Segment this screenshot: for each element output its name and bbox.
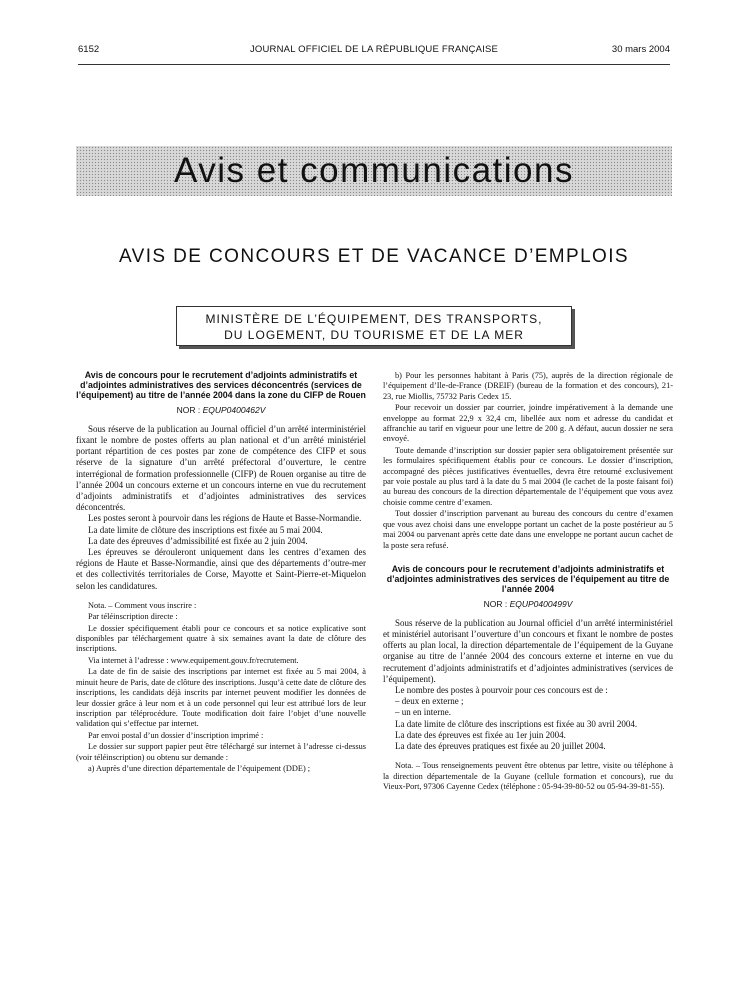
note: Le dossier spécifiquement établi pour ce concours et sa notice explicative sont disponibles par téléchargement quatre à six semaines avant la date de clôture des inscriptions. [76, 623, 366, 654]
paragraph: Les postes seront à pourvoir dans les régions de Haute et Basse-Normandie. [88, 513, 362, 524]
note: Toute demande d’inscription sur dossier papier sera obligatoirement présentée sur les formulaires spécifiquement établis pour ce concours. Le dossier d’inscription, accompagné des pièces justificatives éventuelles, devra être retourné exclusivement par voie postale au plus tard à la date du 5 mai 2004 (le cachet de la poste faisant foi) au bureau des concours de la direction départementale de l’équipement que vous avez choisie comme centre d’examen. [383, 445, 673, 507]
paragraph: La date limite de clôture des inscriptions est fixée au 5 mai 2004. [88, 524, 323, 535]
article-1-nor [76, 405, 366, 416]
paragraph: Sous réserve de la publication au Journal officiel d’un arrêté interministériel fixant le nombre de postes offerts au plan national et d’un arrêté ministériel portant répartition de ces postes par zone de compétence des CIFP et sous réserve de la signature d’un arrêté préfectoral d’ouverture, le centre interrégional de formation professionnelle (CIFP) de Rouen organise au titre de l’année 2004 un concours externe et un concours interne en vue du recrutement d’adjoints administratifs et d’adjointes administratives des services déconcentrés. [76, 423, 366, 513]
note: b) Pour les personnes habitant à Paris (75), auprès de la direction régionale de l’équipement d’Ile-de-France (DREIF) (bureau de la formation et des concours), 21-23, rue Miollis, 75732 Paris Cedex 15. [383, 371, 673, 401]
page-header [78, 44, 670, 60]
article-2-nor [383, 599, 673, 610]
note: Tout dossier d’inscription parvenant au bureau des concours du centre d’examen que vous avez choisi dans une enveloppe portant un cachet de la poste postérieur au 5 mai 2004 ou parvenant après cette date dans une enveloppe ne portant aucun cachet de la poste sera refusé. [383, 509, 673, 550]
nor-label: NOR : [483, 598, 510, 609]
right-column [383, 370, 673, 792]
note: La date de fin de saisie des inscriptions par internet est fixée au 5 mai 2004, à minuit heure de Paris, date de clôture des inscriptions. Jusqu’à cette date de clôture des inscriptions, les candidats déjà inscrits par internet peuvent modifier les données de leur dossier grâce à leur nom et à un code personnel qui leur est attribué lors de leur inscription par téléprocédure. Toute modification doit faire l’objet d’une nouvelle validation qui s’effectue par internet. [76, 667, 366, 729]
paragraph: La date limite de clôture des inscriptions est fixée au 30 avril 2004. [395, 718, 638, 729]
nor-label: NOR : [176, 404, 203, 415]
ministry-line-2: DU LOGEMENT, DU TOURISME ET DE LA MER [224, 328, 524, 342]
paragraph: La date des épreuves pratiques est fixée au 20 juillet 2004. [395, 740, 606, 751]
article-2-title: Avis de concours pour le recrutement d’adjoints administratifs et d’adjointes administratives des services de l’équipement au titre de l’année 2004 [386, 563, 670, 595]
note: Nota. – Tous renseignements peuvent être obtenus par lettre, visite ou téléphone à la direction départementale de la Guyane (cellule formation et concours), rue du Vieux-Port, 97306 Cayenne Cedex (téléphone : 05-94-39-80-52 ou 05-94-39-81-55). [383, 761, 673, 791]
nor-code: EQUP0400462V [202, 404, 266, 415]
note: Pour recevoir un dossier par courrier, joindre impérativement à la demande une enveloppe au format 22,9 x 32,4 cm, libellée aux nom et adresse du candidat et affranchie au tarif en vigueur pour une lettre de 200 g. A défaut, aucun dossier ne sera envoyé. [383, 403, 673, 444]
ministry-box [176, 306, 572, 346]
paragraph: La date des épreuves d’admissibilité est fixée au 2 juin 2004. [88, 535, 308, 546]
ministry-line-1: MINISTÈRE DE L’ÉQUIPEMENT, DES TRANSPORTS, [205, 312, 543, 326]
section-title: AVIS DE CONCOURS ET DE VACANCE D’EMPLOIS [119, 246, 629, 267]
nor-code: EQUP0400499V [509, 598, 573, 609]
note: Nota. – Comment vous inscrire : [88, 600, 197, 610]
section-banner [76, 146, 672, 196]
journal-title: JOURNAL OFFICIEL DE LA RÉPUBLIQUE FRANÇAISE [249, 44, 499, 55]
paragraph: – deux en externe ; [395, 696, 464, 707]
paragraph: Les épreuves se dérouleront uniquement dans les centres d’examen des régions de Haute et Basse-Normandie, ainsi que des départements d’outre-mer et des collectivités territoriales de Corse, Mayotte et Saint-Pierre-et-Miquelon selon les candidatures. [76, 547, 366, 591]
left-column [76, 370, 366, 774]
note: Via internet à l’adresse : www.equipement.gouv.fr/recrutement. [88, 655, 299, 665]
note: Le dossier sur support papier peut être téléchargé sur internet à l’adresse ci-dessus (voir téléinscription) ou obtenu sur demande : [76, 742, 366, 762]
paragraph: – un en interne. [395, 707, 451, 718]
header-rule [78, 64, 670, 65]
paragraph: Sous réserve de la publication au Journal officiel d’un arrêté interministériel et ministériel autorisant l’ouverture d’un concours et fixant le nombre de postes offerts au plan local, la direction départementale de l’équipement de la Guyane organise au titre de l’année 2004 des concours externe et interne en vue du recrutement d’adjoints administratifs et d’adjointes administratives (services de l’équipement). [383, 617, 673, 684]
page-number: 6152 [78, 44, 100, 55]
banner-title: Avis et communications [173, 151, 574, 190]
note: Par téléinscription directe : [88, 612, 178, 622]
paragraph: Le nombre des postes à pourvoir pour ces concours est de : [395, 684, 608, 695]
paragraph: La date des épreuves est fixée au 1er juin 2004. [395, 729, 566, 740]
note: Par envoi postal d’un dossier d’inscription imprimé : [88, 730, 264, 740]
article-1-title: Avis de concours pour le recrutement d’adjoints administratifs et d’adjointes administratives des services déconcentrés (services de l’équipement) au titre de l’année 2004 dans la zone du CIFP de Rouen [76, 370, 366, 401]
note: a) Auprès d’une direction départementale de l’équipement (DDE) ; [88, 763, 311, 773]
issue-date: 30 mars 2004 [611, 44, 670, 55]
